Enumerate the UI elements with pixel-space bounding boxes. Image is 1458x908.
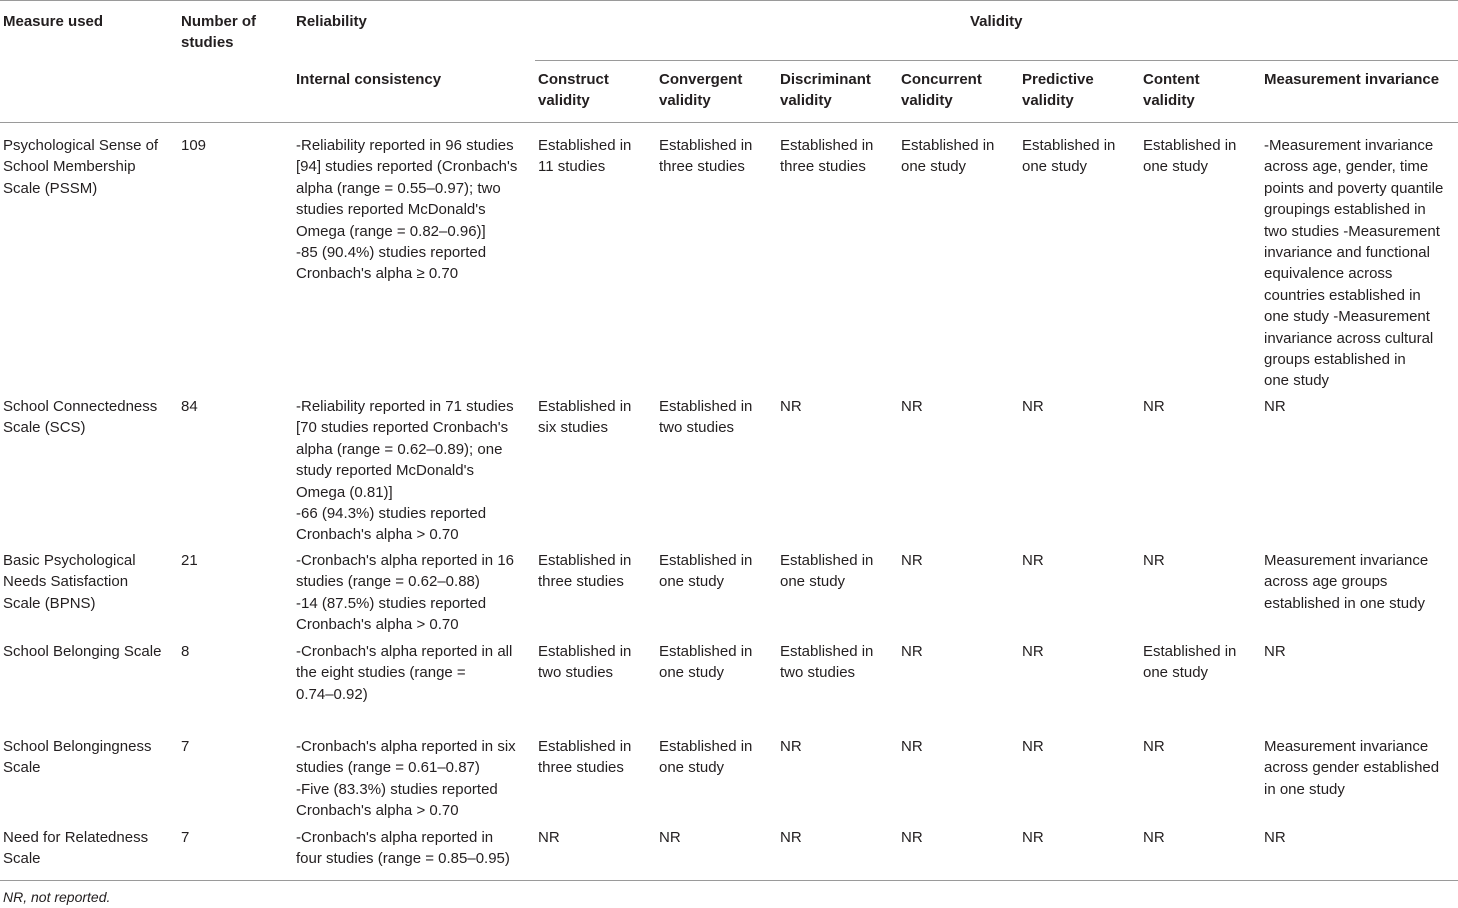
concurrent-cell: NR (901, 829, 923, 846)
predictive-cell: NR (1022, 643, 1044, 660)
studies-cell: 21 (181, 552, 198, 569)
internal-consistency-cell: -Reliability reported in 71 studies [70 studies reported Cronbach's alpha (range = 0.62–0.89); one study reported McDonald's Omega (0.81)] -66 (94.3%) studies reported Cronbach's alpha > 0.70 (296, 398, 514, 544)
header-measure: Measure used (3, 13, 104, 30)
table-footnote: NR, not reported. (3, 889, 111, 905)
convergent-cell: Established in three studies (659, 137, 753, 176)
studies-cell: 8 (181, 643, 190, 660)
invariance-cell: NR (1264, 398, 1286, 415)
studies-cell: 7 (181, 829, 190, 846)
convergent-cell: Established in one study (659, 738, 753, 777)
invariance-cell: -Measurement invariance across age, gender, time points and poverty quantile groupings established in two studies -Measurement invariance and functional equivalence across countries established in one study -Measurement invariance across cultural groups established in one study (1264, 137, 1444, 390)
content-cell: Established in one study (1143, 643, 1237, 682)
internal-consistency-cell: -Reliability reported in 96 studies [94] studies reported (Cronbach's alpha (range = 0.55–0.97); two studies reported McDonald's Omega (range = 0.82–0.96)] -85 (90.4%) studies reported Cronbach's alpha ≥ 0.70 (296, 137, 518, 283)
measure-cell: Psychological Sense of School Membership Scale (PSSM) (3, 137, 159, 197)
construct-cell: Established in three studies (538, 552, 632, 591)
header-construct-validity: Construct validity (538, 71, 609, 110)
internal-consistency-cell: -Cronbach's alpha reported in all the eight studies (range = 0.74–0.92) (296, 643, 513, 703)
discriminant-cell: Established in two studies (780, 643, 874, 682)
measure-cell: School Connectedness Scale (SCS) (3, 398, 158, 437)
predictive-cell: Established in one study (1022, 137, 1116, 176)
concurrent-cell: NR (901, 552, 923, 569)
convergent-cell: Established in one study (659, 643, 753, 682)
construct-cell: Established in three studies (538, 738, 632, 777)
invariance-cell: NR (1264, 829, 1286, 846)
header-bottom-rule (0, 122, 1458, 123)
internal-consistency-cell: -Cronbach's alpha reported in six studies (range = 0.61–0.87) -Five (83.3%) studies reported Cronbach's alpha > 0.70 (296, 738, 516, 820)
convergent-cell: Established in one study (659, 552, 753, 591)
measure-cell: School Belonging Scale (3, 643, 162, 660)
measure-cell: School Belongingness Scale (3, 738, 152, 777)
predictive-cell: NR (1022, 829, 1044, 846)
header-discriminant-validity: Discriminant validity (780, 71, 871, 110)
studies-cell: 109 (181, 137, 207, 154)
content-cell: NR (1143, 552, 1165, 569)
header-measurement-invariance: Measurement invariance (1264, 71, 1440, 88)
invariance-cell: Measurement invariance across age groups established in one study (1264, 552, 1429, 612)
studies-cell: 84 (181, 398, 198, 415)
discriminant-cell: Established in one study (780, 552, 874, 591)
discriminant-cell: NR (780, 829, 802, 846)
content-cell: NR (1143, 398, 1165, 415)
content-cell: NR (1143, 738, 1165, 755)
measure-cell: Need for Relatedness Scale (3, 829, 149, 868)
content-cell: Established in one study (1143, 137, 1237, 176)
construct-cell: Established in two studies (538, 643, 632, 682)
table-top-rule (0, 0, 1458, 1)
discriminant-cell: Established in three studies (780, 137, 874, 176)
header-validity: Validity (970, 13, 1023, 30)
construct-cell: NR (538, 829, 560, 846)
header-internal-consistency: Internal consistency (296, 71, 442, 88)
validity-header-rule (535, 60, 1458, 61)
internal-consistency-cell: -Cronbach's alpha reported in 16 studies (range = 0.62–0.88) -14 (87.5%) studies reported Cronbach's alpha > 0.70 (296, 552, 514, 634)
internal-consistency-cell: -Cronbach's alpha reported in four studies (range = 0.85–0.95) (296, 829, 510, 868)
predictive-cell: NR (1022, 398, 1044, 415)
table-bottom-rule (0, 880, 1458, 881)
concurrent-cell: NR (901, 643, 923, 660)
header-number-of-studies: Number of studies (181, 13, 256, 52)
concurrent-cell: NR (901, 738, 923, 755)
header-predictive-validity: Predictive validity (1022, 71, 1094, 110)
discriminant-cell: NR (780, 738, 802, 755)
convergent-cell: Established in two studies (659, 398, 753, 437)
concurrent-cell: Established in one study (901, 137, 995, 176)
predictive-cell: NR (1022, 552, 1044, 569)
convergent-cell: NR (659, 829, 681, 846)
header-concurrent-validity: Concurrent validity (901, 71, 982, 110)
measure-cell: Basic Psychological Needs Satisfaction Scale (BPNS) (3, 552, 136, 612)
construct-cell: Established in 11 studies (538, 137, 632, 176)
content-cell: NR (1143, 829, 1165, 846)
invariance-cell: Measurement invariance across gender established in one study (1264, 738, 1440, 798)
header-convergent-validity: Convergent validity (659, 71, 743, 110)
studies-cell: 7 (181, 738, 190, 755)
header-reliability: Reliability (296, 13, 367, 30)
construct-cell: Established in six studies (538, 398, 632, 437)
invariance-cell: NR (1264, 643, 1286, 660)
predictive-cell: NR (1022, 738, 1044, 755)
discriminant-cell: NR (780, 398, 802, 415)
concurrent-cell: NR (901, 398, 923, 415)
header-content-validity: Content validity (1143, 71, 1200, 110)
